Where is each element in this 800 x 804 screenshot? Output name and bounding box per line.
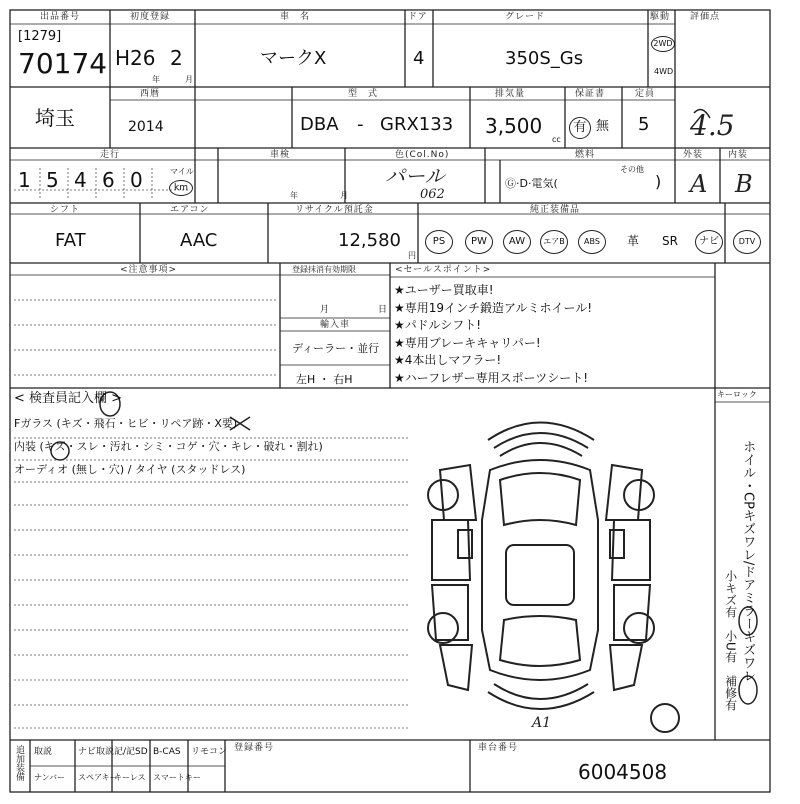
color-code: 062 (420, 187, 445, 202)
chassis-header: 車台番号 (478, 743, 519, 753)
km-label: km (169, 180, 193, 196)
vertical-note-1: ホイル・CPキズワレ/ドアミラーキズワレ (740, 440, 756, 683)
exterior-header: 外装 (683, 150, 704, 160)
color-name: パール (385, 164, 445, 188)
drive-header: 駆動 (650, 12, 671, 22)
equipment-item: SR (662, 234, 678, 248)
bottom-label-2: スマートキー (153, 773, 201, 782)
aircon-header: エアコン (170, 205, 210, 215)
model-header: 型 式 (348, 89, 379, 99)
prefecture: 埼玉 (35, 106, 75, 130)
reg-month-label: 月 (320, 305, 330, 315)
grade-value: 350S_Gs (505, 48, 584, 69)
grade-header: グレード (505, 12, 546, 22)
mile-label: マイル (170, 167, 194, 176)
inspector-line: オーディオ (無し・穴) / タイヤ (スタッドレス) (14, 463, 246, 476)
fuel-options: Ⓖ·D·電気( (505, 177, 558, 190)
bottom-label-1: リモコン (191, 747, 228, 757)
reg-no-header: 登録番号 (234, 743, 275, 753)
chassis-number: 6004508 (578, 760, 668, 784)
color-header: 色(Col.No) (395, 150, 450, 160)
vertical-note-2: 小キズ有 小U有 補修有 (723, 570, 738, 711)
interior-grade: B (735, 170, 753, 198)
bottom-label-1: 記/記SD (114, 747, 148, 757)
reg-expiry-header: 登録抹消有効期限 (292, 265, 356, 274)
bottom-label-1: B-CAS (153, 747, 181, 757)
model-code: GRX133 (380, 114, 454, 135)
exterior-grade: A (690, 170, 708, 198)
capacity-header: 定員 (635, 89, 656, 99)
warranty-no: 無 (596, 119, 610, 134)
shaken-year: 年 (290, 191, 298, 200)
mileage-digit-5: 0 (130, 168, 143, 192)
recycle-header: リサイクル預託金 (295, 205, 374, 215)
equipment-header: 純正装備品 (530, 205, 581, 215)
body-note: A1 (532, 715, 552, 731)
sales-point-item: ★4本出しマフラー! (394, 353, 502, 367)
bottom-label-2: ナンバー (34, 773, 66, 782)
era-year: H26 (115, 46, 156, 70)
warranty-yes: 有 (569, 117, 591, 139)
fuel-close: ) (655, 172, 662, 191)
extra-equipment-label: 追加装備 (14, 745, 24, 781)
first-reg-header: 初度登録 (130, 12, 171, 22)
model-name: マークX (260, 48, 327, 69)
lot-header: 出品番号 (40, 12, 81, 22)
sales-point-header: <セールスポイント> (395, 265, 492, 275)
year-unit: 年 (152, 75, 160, 84)
shift-value: FAT (55, 230, 86, 251)
sales-point-item: ★ユーザー買取車! (394, 283, 494, 297)
shaken-month: 月 (340, 191, 348, 200)
inspector-line: Fガラス (キズ・飛石・ヒビ・リペア跡・X要) (14, 417, 238, 430)
month-unit: 月 (185, 75, 193, 84)
mileage-digit-2: 5 (46, 168, 59, 192)
model-prefix: DBA (300, 114, 339, 135)
equipment-item: ナビ (695, 230, 723, 254)
sales-point-item: ★専用19インチ鍛造アルミホイール! (394, 300, 593, 315)
sales-point-item: ★専用ブレーキキャリパー! (394, 335, 541, 350)
inspector-header: < 検査員記入欄 > (14, 391, 123, 406)
shaken-header: 車検 (270, 150, 291, 160)
sales-point-item: ★パドルシフト! (394, 318, 482, 332)
fuel-other: その他 (620, 165, 644, 174)
caution-header: <注意事項> (120, 265, 178, 275)
score-header: 評価点 (690, 12, 721, 22)
door-count: 4 (413, 48, 425, 69)
mileage-digit-4: 6 (102, 168, 115, 192)
capacity-value: 5 (638, 114, 650, 135)
mileage-digit-1: 1 (18, 168, 31, 192)
handwritten-marks (51, 109, 757, 704)
car-diagram (428, 423, 679, 733)
steering-label: 左H ・ 右H (296, 373, 353, 386)
mileage-header: 走行 (100, 150, 121, 160)
car-name-header: 車 名 (280, 12, 311, 22)
bottom-label-1: 取説 (34, 747, 53, 757)
dealer-label: ディーラー・並行 (292, 342, 380, 355)
bottom-label-2: キーレス (114, 773, 146, 782)
displacement-value: 3,500 (485, 114, 543, 138)
lot-number: 70174 (18, 47, 108, 80)
import-header: 輸入車 (320, 320, 351, 330)
reg-day-label: 日 (378, 305, 388, 315)
equipment-item: PS (425, 230, 453, 254)
bottom-label-1: ナビ取説 (78, 747, 115, 757)
warranty-header: 保証書 (575, 89, 606, 99)
equipment-item: AW (503, 230, 531, 254)
key-lock-header: キーロック (717, 390, 757, 399)
model-dash: - (357, 114, 364, 135)
door-header: ドア (408, 12, 428, 22)
displacement-header: 排気量 (495, 89, 526, 99)
seireki-header: 西暦 (140, 89, 161, 99)
interior-header: 内装 (728, 150, 749, 160)
equipment-item: 革 (626, 234, 639, 248)
lot-code: [1279] (18, 29, 62, 44)
equipment-item: PW (465, 230, 493, 254)
recycle-fee: 12,580 (338, 230, 401, 251)
cc-unit: cc (552, 135, 561, 144)
yen-unit: 円 (408, 251, 416, 260)
equipment-item: DTV (733, 230, 761, 254)
inspector-line: 内装 (キズ・スレ・汚れ・シミ・コゲ・穴・キレ・破れ・割れ) (14, 440, 323, 453)
equipment-item: エアB (540, 230, 568, 254)
bottom-label-2: スペアキー (78, 773, 118, 782)
equipment-item: ABS (578, 230, 606, 254)
reg-month: 2 (170, 46, 183, 70)
year-ad: 2014 (128, 119, 164, 135)
mileage-digit-3: 4 (74, 168, 87, 192)
drive-2wd: 2WD (651, 36, 675, 52)
drive-4wd: 4WD (654, 67, 674, 76)
score-value: 4.5 (690, 109, 735, 142)
fuel-header: 燃料 (575, 150, 596, 160)
shift-header: シフト (50, 205, 81, 215)
sales-point-item: ★ハーフレザー専用スポーツシート! (394, 370, 589, 385)
aircon-value: AAC (180, 230, 218, 251)
